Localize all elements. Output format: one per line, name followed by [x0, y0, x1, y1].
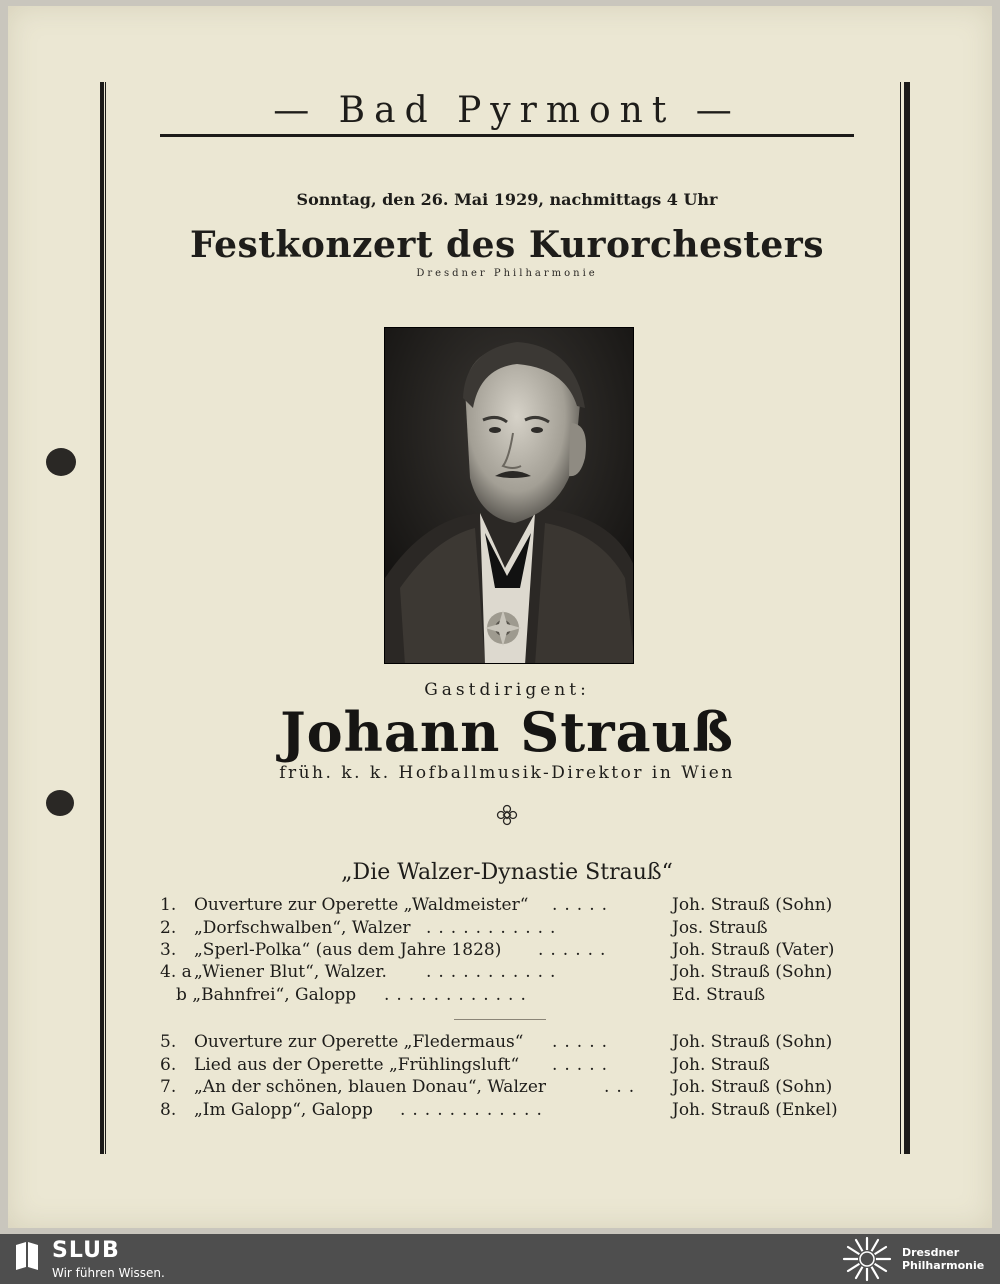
program-item — [160, 1077, 854, 1101]
program-item — [160, 1055, 854, 1079]
program-item — [160, 918, 854, 942]
partner-name-line1: Dresdner — [902, 1246, 960, 1259]
item-leader-dots: ............ — [384, 985, 533, 1005]
item-leader-dots: ..... — [552, 1032, 615, 1052]
program-title: „Die Walzer-Dynastie Strauß“ — [341, 860, 673, 885]
item-work: b „Bahnfrei“, Galopp — [176, 985, 357, 1005]
item-number: 6. — [160, 1055, 177, 1075]
partner-name-line2: Philharmonie — [902, 1259, 985, 1272]
program-item — [160, 985, 854, 1009]
item-composer: Joh. Strauß (Enkel) — [672, 1100, 838, 1120]
program-item — [160, 895, 854, 919]
footer-bar — [0, 1234, 1000, 1284]
item-leader-dots: ... — [604, 1077, 642, 1097]
item-work: Lied aus der Operette „Frühlingsluft“ — [194, 1055, 520, 1075]
conductor-portrait — [384, 327, 634, 664]
library-name[interactable]: SLUB — [52, 1238, 120, 1263]
item-work: „Dorfschwalben“, Walzer — [194, 918, 411, 938]
program-item — [160, 940, 854, 964]
item-number: 2. — [160, 918, 177, 938]
concert-title: Festkonzert des Kurorchesters — [189, 224, 825, 266]
program-item — [160, 962, 854, 986]
fleuron-icon — [495, 803, 519, 827]
item-leader-dots: ............ — [400, 1100, 549, 1120]
library-slogan: Wir führen Wissen. — [52, 1266, 165, 1280]
slub-book-icon[interactable] — [14, 1241, 40, 1271]
item-number: 3. — [160, 940, 177, 960]
conductor-title: früh. k. k. Hofballmusik-Direktor in Wien — [279, 763, 735, 783]
right-border-rule — [900, 82, 910, 1154]
item-work: „Im Galopp“, Galopp — [194, 1100, 373, 1120]
location-title: — Bad Pyrmont — — [273, 90, 741, 131]
guest-conductor-label: Gastdirigent: — [424, 680, 590, 700]
event-date: Sonntag, den 26. Mai 1929, nachmittags 4 Uhr — [296, 190, 718, 209]
item-composer: Joh. Strauß (Vater) — [672, 940, 835, 960]
item-leader-dots: ..... — [552, 895, 615, 915]
item-leader-dots: ..... — [552, 1055, 615, 1075]
left-border-rule — [100, 82, 106, 1154]
item-composer: Joh. Strauß (Sohn) — [672, 1077, 833, 1097]
orchestra-name: Dresdner Philharmonie — [416, 268, 598, 279]
item-composer: Joh. Strauß (Sohn) — [672, 895, 833, 915]
item-leader-dots: ........... — [426, 918, 563, 938]
item-work: „An der schönen, blauen Donau“, Walzer — [194, 1077, 547, 1097]
header-divider — [160, 134, 854, 137]
item-composer: Joh. Strauß (Sohn) — [672, 1032, 833, 1052]
item-number: 8. — [160, 1100, 177, 1120]
conductor-name: Johann Strauß — [280, 700, 734, 764]
punch-hole-top — [46, 448, 76, 476]
item-number: 1. — [160, 895, 177, 915]
dresdner-philharmonie-logo[interactable] — [840, 1235, 894, 1283]
item-number: 5. — [160, 1032, 177, 1052]
item-composer: Joh. Strauß — [672, 1055, 770, 1075]
program-item — [160, 1100, 854, 1124]
portrait-illustration — [385, 328, 634, 664]
item-work: „Sperl-Polka“ (aus dem Jahre 1828) — [194, 940, 502, 960]
punch-hole-bottom — [46, 790, 74, 816]
item-leader-dots: ...... — [538, 940, 613, 960]
item-work: „Wiener Blut“, Walzer. — [194, 962, 387, 982]
partner-name[interactable] — [902, 1246, 998, 1272]
item-composer: Jos. Strauß — [672, 918, 768, 938]
item-composer: Ed. Strauß — [672, 985, 766, 1005]
item-leader-dots: ........... — [426, 962, 563, 982]
item-work: Ouverture zur Operette „Waldmeister“ — [194, 895, 529, 915]
item-number: 4. a — [160, 962, 192, 982]
item-composer: Joh. Strauß (Sohn) — [672, 962, 833, 982]
section-divider — [454, 1019, 546, 1020]
program-item — [160, 1032, 854, 1056]
item-number: 7. — [160, 1077, 177, 1097]
item-work: Ouverture zur Operette „Fledermaus“ — [194, 1032, 524, 1052]
